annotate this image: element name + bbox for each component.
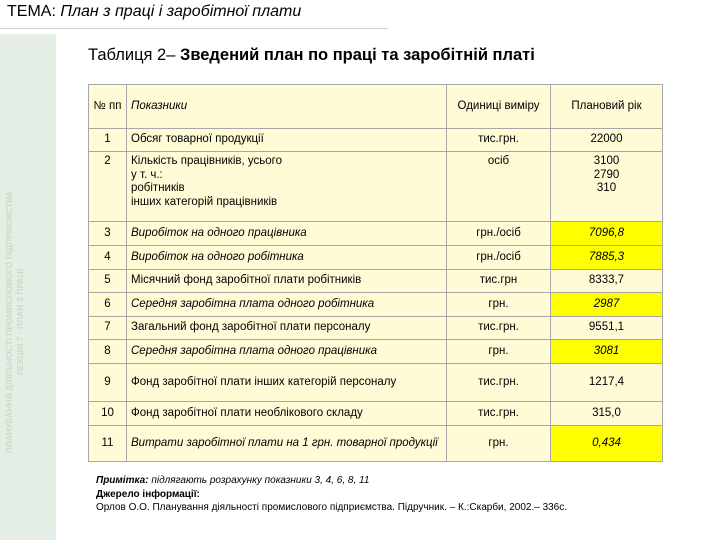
row-unit: тис.грн.: [447, 129, 551, 152]
row-value: 0,434: [551, 426, 663, 462]
row-value: 315,0: [551, 402, 663, 426]
source-text: Орлов О.О. Планування діяльності промислового підприємства. Підручник. – К.:Скарби, 2002.– 336с.: [96, 502, 568, 513]
row-unit: грн.: [447, 426, 551, 462]
row-indicator-line: Кількість працівників, усього: [131, 155, 282, 167]
table-row: [89, 222, 663, 246]
row-indicator: [127, 152, 447, 222]
row-num: 10: [89, 402, 127, 426]
sidebar-text-line2: ЛЕКЦІЯ 7 · ПЛАН З ПРАЦІ: [15, 268, 25, 376]
row-unit: тис.грн.: [447, 317, 551, 340]
row-indicator: Місячний фонд заробітної плати робітників: [127, 270, 447, 293]
row-unit: тис.грн.: [447, 402, 551, 426]
row-value-line: 2790: [593, 168, 620, 181]
row-indicator: Витрати заробітної плати на 1 грн. товарної продукції: [127, 426, 447, 462]
row-indicator: Фонд заробітної плати необлікового складу: [127, 402, 447, 426]
source-label-line: [96, 488, 656, 502]
table-row: [89, 152, 663, 222]
row-value-line: 310: [596, 182, 617, 194]
sidebar-band: [0, 34, 56, 540]
table-row: [89, 340, 663, 364]
header-indicator: Показники: [127, 85, 447, 129]
row-indicator-line: у т. ч.:: [131, 168, 163, 181]
row-num: 3: [89, 222, 127, 246]
notes-block: [96, 474, 656, 515]
row-num: 9: [89, 364, 127, 402]
row-num: 2: [89, 152, 127, 222]
table-title-prefix: Таблиця 2–: [88, 46, 176, 64]
row-value: 22000: [551, 129, 663, 152]
table-row: [89, 317, 663, 340]
table-row: [89, 293, 663, 317]
row-unit: осіб: [447, 152, 551, 222]
table-title: [88, 46, 535, 65]
source-label: Джерело інформації:: [96, 488, 200, 500]
row-value: 3081: [551, 340, 663, 364]
row-unit: грн./осіб: [447, 246, 551, 270]
row-value: 7885,3: [551, 246, 663, 270]
row-num: 7: [89, 317, 127, 340]
topic-heading: [7, 3, 301, 21]
row-unit: грн.: [447, 293, 551, 317]
table-row: [89, 364, 663, 402]
table-title-main: Зведений план по праці та заробітній платі: [179, 46, 535, 64]
row-unit: тис.грн: [447, 270, 551, 293]
note-label: Примітка:: [96, 475, 149, 486]
sidebar-text-line1: ПЛАНУВАННЯ ДІЯЛЬНОСТІ ПРОМИСЛОВОГО ПІДПРИЄМСТВА: [4, 190, 14, 454]
row-value: 8333,7: [551, 270, 663, 293]
row-unit: грн./осіб: [447, 222, 551, 246]
row-indicator: Середня заробітна плата одного робітника: [127, 293, 447, 317]
note-line: [96, 474, 656, 488]
table-row: [89, 270, 663, 293]
table-row: [89, 426, 663, 462]
table-row: [89, 129, 663, 152]
note-text: підлягають розрахунку показники 3, 4, 6, 8, 11: [151, 475, 370, 486]
table-header-row: [89, 85, 663, 129]
header-num: № пп: [89, 85, 127, 129]
row-num: 8: [89, 340, 127, 364]
row-value: [551, 152, 663, 222]
row-indicator: Фонд заробітної плати інших категорій персоналу: [127, 364, 447, 402]
row-value: 1217,4: [551, 364, 663, 402]
table-row: [89, 246, 663, 270]
header-unit: Одиниці виміру: [447, 85, 551, 129]
topic-text: План з праці і заробітної плати: [60, 3, 302, 20]
row-indicator-line: інших категорій працівників: [131, 195, 278, 208]
row-indicator: Виробіток на одного працівника: [127, 222, 447, 246]
row-unit: грн.: [447, 340, 551, 364]
row-indicator: Обсяг товарної продукції: [127, 129, 447, 152]
row-indicator: Середня заробітна плата одного працівника: [127, 340, 447, 364]
row-num: 11: [89, 426, 127, 462]
row-indicator-line: робітників: [131, 182, 185, 194]
row-value-line: 3100: [593, 155, 620, 167]
topic-divider: [0, 28, 388, 29]
row-num: 1: [89, 129, 127, 152]
row-unit: тис.грн.: [447, 364, 551, 402]
table-row: [89, 402, 663, 426]
row-num: 5: [89, 270, 127, 293]
row-indicator: Виробіток на одного робітника: [127, 246, 447, 270]
row-indicator: Загальний фонд заробітної плати персоналу: [127, 317, 447, 340]
topic-label: ТЕМА:: [7, 3, 56, 20]
row-value: 7096,8: [551, 222, 663, 246]
sidebar-vertical-text: [4, 142, 26, 502]
row-num: 6: [89, 293, 127, 317]
header-plan: Плановий рік: [551, 85, 663, 129]
row-value: 2987: [551, 293, 663, 317]
row-value: 9551,1: [551, 317, 663, 340]
plan-table: [88, 84, 663, 462]
row-num: 4: [89, 246, 127, 270]
